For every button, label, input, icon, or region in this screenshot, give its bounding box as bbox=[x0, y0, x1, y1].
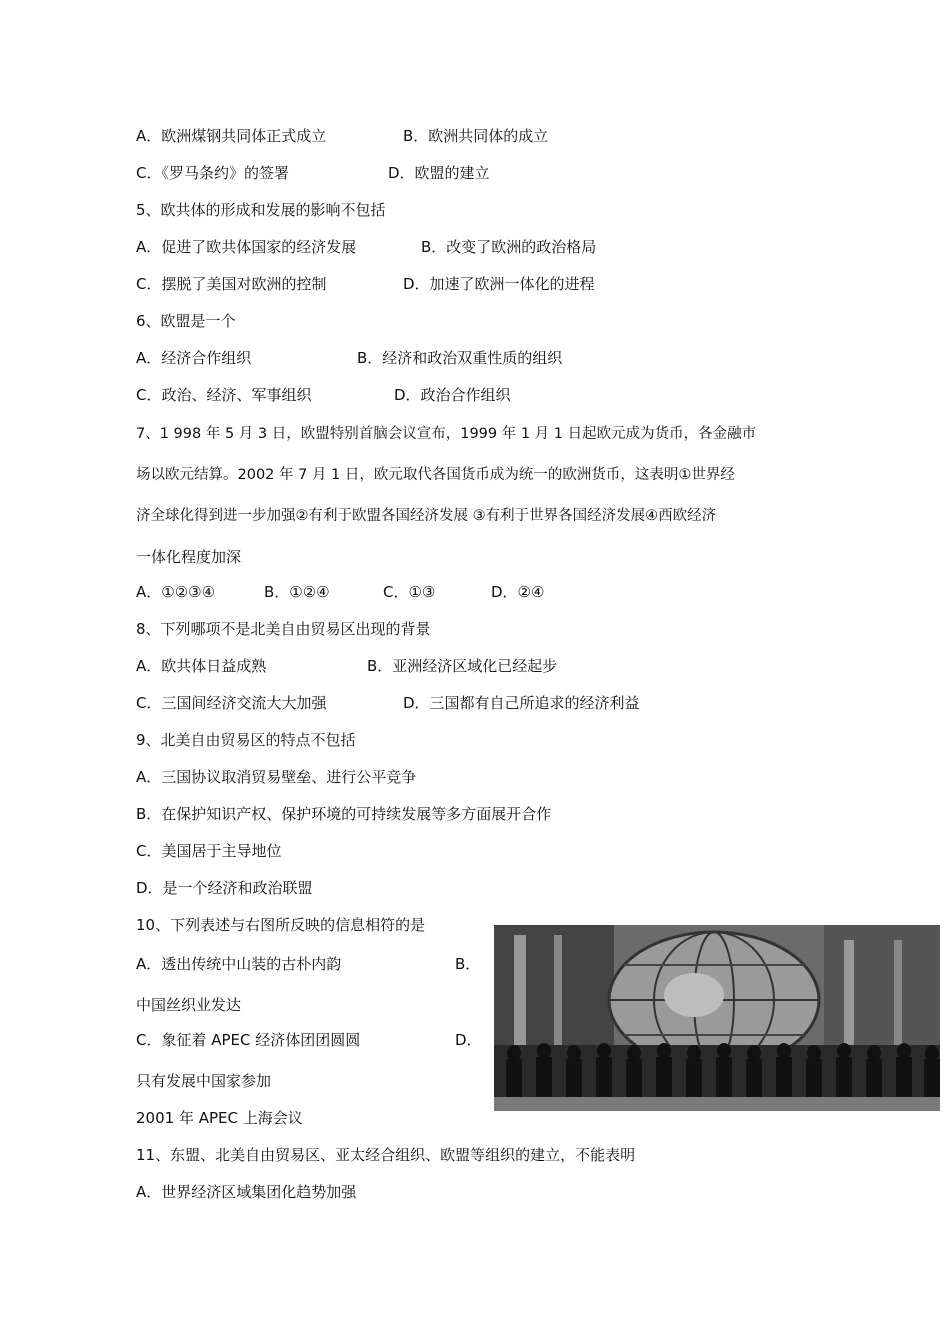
q6-option-a: A．经济合作组织 bbox=[136, 349, 252, 367]
q7-stem-line4: 一体化程度加深 bbox=[136, 548, 242, 566]
q5-option-d: D．加速了欧洲一体化的进程 bbox=[403, 275, 595, 293]
q7-option-a: A．①②③④ bbox=[136, 583, 216, 601]
q10-option-b-text: 中国丝织业发达 bbox=[136, 996, 242, 1014]
q4-option-a: A．欧洲煤钢共同体正式成立 bbox=[136, 127, 327, 145]
q10-option-d-text: 只有发展中国家参加 bbox=[136, 1072, 272, 1090]
q6-stem: 6、欧盟是一个 bbox=[136, 312, 236, 330]
q7-option-b: B．①②④ bbox=[264, 583, 330, 601]
q5-stem: 5、欧共体的形成和发展的影响不包括 bbox=[136, 201, 386, 219]
q7-option-c: C．①③ bbox=[383, 583, 436, 601]
q8-option-c: C．三国间经济交流大大加强 bbox=[136, 694, 327, 712]
q9-option-b: B．在保护知识产权、保护环境的可持续发展等多方面展开合作 bbox=[136, 805, 552, 823]
q5-option-c: C．摆脱了美国对欧洲的控制 bbox=[136, 275, 327, 293]
q6-option-b: B．经济和政治双重性质的组织 bbox=[357, 349, 563, 367]
q10-option-b: B． bbox=[455, 955, 481, 973]
q9-stem: 9、北美自由贸易区的特点不包括 bbox=[136, 731, 356, 749]
q9-option-a: A．三国协议取消贸易壁垒、进行公平竞争 bbox=[136, 768, 417, 786]
q7-stem-line1: 7、1 998 年 5 月 3 日，欧盟特别首脑会议宣布，1999 年 1 月 1 日起欧元成为货币，各金融市 bbox=[136, 426, 757, 442]
q4-option-c: C．《罗马条约》的签署 bbox=[136, 164, 289, 182]
q8-option-d: D．三国都有自己所追求的经济利益 bbox=[403, 694, 640, 712]
q6-option-d: D．政治合作组织 bbox=[394, 386, 511, 404]
q7-stem-line3: 济全球化得到进一步加强②有利于欧盟各国经济发展 ③有利于世界各国经济发展④西欧经济 bbox=[136, 508, 717, 524]
q5-option-b: B．改变了欧洲的政治格局 bbox=[421, 238, 597, 256]
apec-photo-drawing bbox=[494, 925, 940, 1111]
q8-option-b: B．亚洲经济区域化已经起步 bbox=[367, 657, 558, 675]
q4-option-d: D．欧盟的建立 bbox=[388, 164, 490, 182]
apec-photo bbox=[494, 925, 940, 1111]
q10-stem: 10、下列表述与右图所反映的信息相符的是 bbox=[136, 916, 426, 934]
q7-stem-line2: 场以欧元结算。2002 年 7 月 1 日，欧元取代各国货币成为统一的欧洲货币，这表明①世界经 bbox=[136, 467, 735, 483]
q6-option-c: C．政治、经济、军事组织 bbox=[136, 386, 312, 404]
q8-stem: 8、下列哪项不是北美自由贸易区出现的背景 bbox=[136, 620, 431, 638]
q11-option-a: A．世界经济区域集团化趋势加强 bbox=[136, 1183, 357, 1201]
q4-option-b: B．欧洲共同体的成立 bbox=[403, 127, 549, 145]
q10-option-d: D． bbox=[455, 1031, 482, 1049]
q11-stem: 11、东盟、北美自由贸易区、亚太经合组织、欧盟等组织的建立，不能表明 bbox=[136, 1146, 636, 1164]
q10-option-a: A．透出传统中山装的古朴内韵 bbox=[136, 955, 342, 973]
q9-option-d: D．是一个经济和政治联盟 bbox=[136, 879, 313, 897]
photo-caption: 2001 年 APEC 上海会议 bbox=[136, 1109, 303, 1127]
q8-option-a: A．欧共体日益成熟 bbox=[136, 657, 267, 675]
q7-option-d: D．②④ bbox=[491, 583, 545, 601]
q5-option-a: A．促进了欧共体国家的经济发展 bbox=[136, 238, 357, 256]
q9-option-c: C．美国居于主导地位 bbox=[136, 842, 282, 860]
q10-option-c: C．象征着 APEC 经济体团团圆圆 bbox=[136, 1031, 361, 1049]
